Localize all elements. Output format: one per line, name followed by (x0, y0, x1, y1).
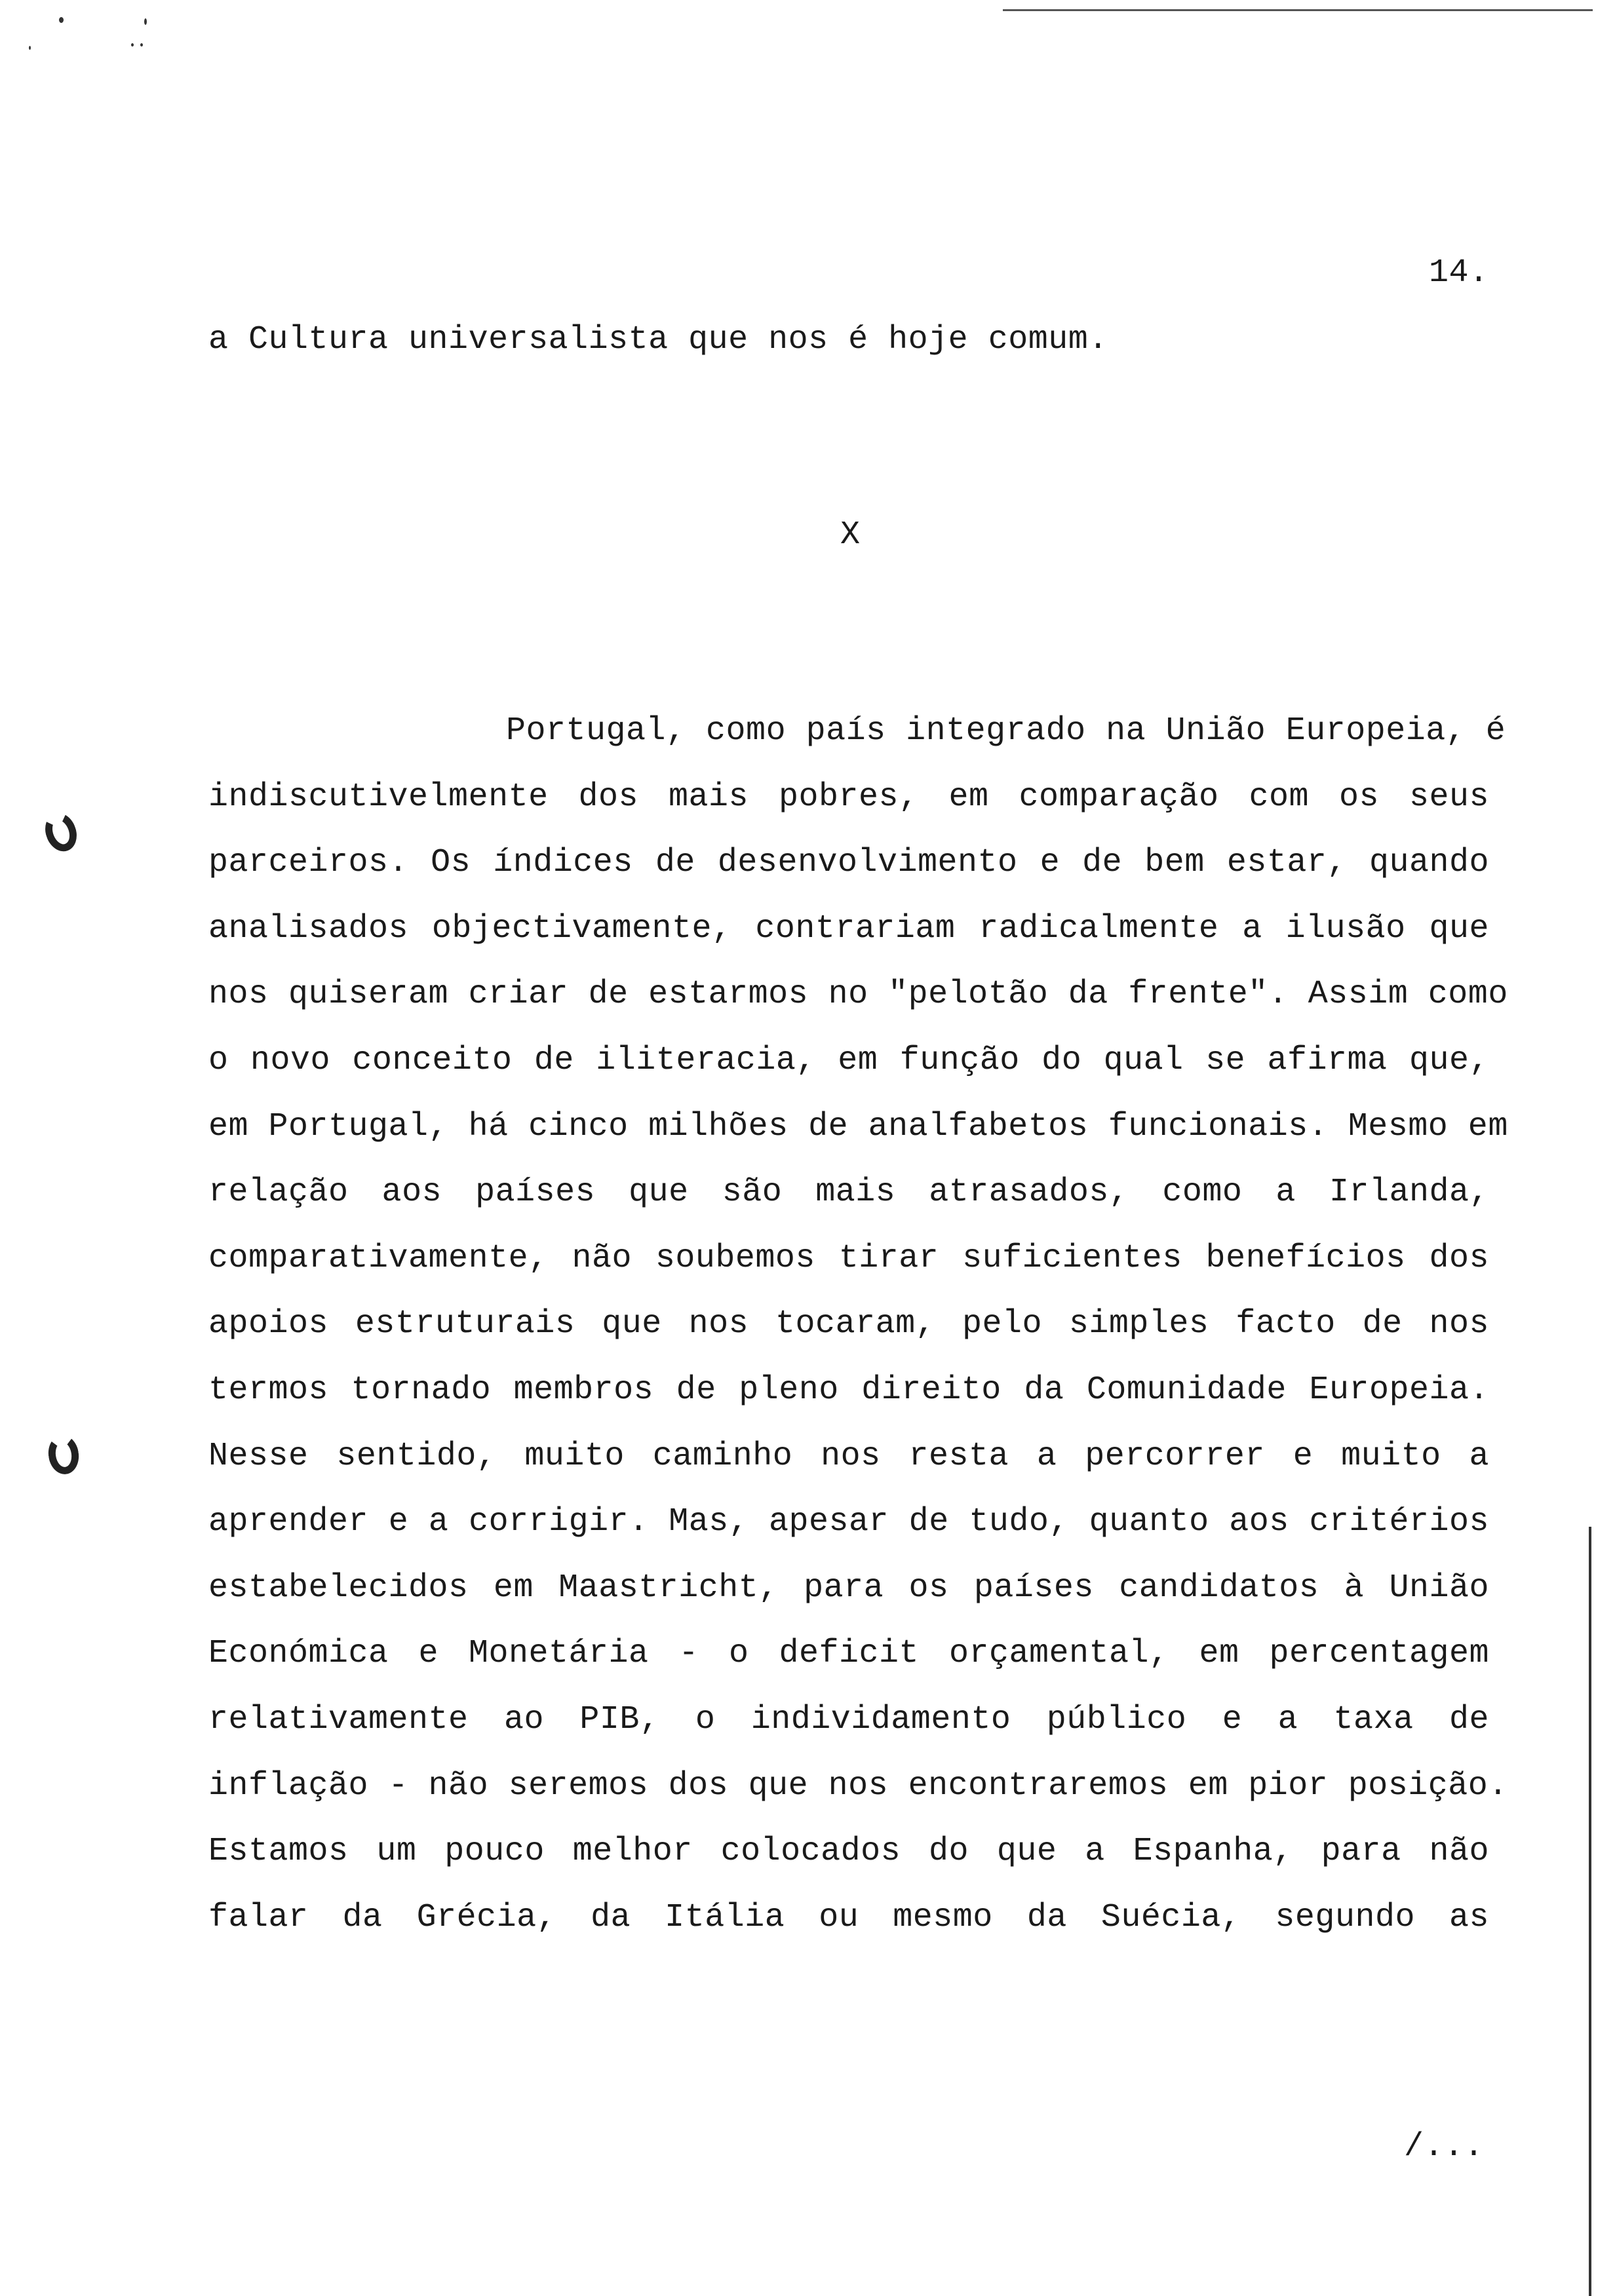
paragraph-line: inflação - não seremos dos que nos encontraremos em pior posição. (208, 1767, 1508, 1805)
paragraph-line: aprender e a corrigir. Mas, apesar de tudo, quanto aos critérios (208, 1503, 1489, 1541)
opening-line: a Cultura universalista que nos é hoje comum. (208, 321, 1108, 358)
paragraph-line: comparativamente, não soubemos tirar suficientes benefícios dos (208, 1239, 1489, 1277)
page-number: 14. (1429, 254, 1489, 292)
scan-speck (59, 17, 64, 23)
paragraph-line: nos quiseram criar de estarmos no "pelotão da frente". Assim como (208, 976, 1508, 1014)
paragraph-line: relação aos países que são mais atrasados, como a Irlanda, (208, 1174, 1489, 1212)
paragraph-line: em Portugal, há cinco milhões de analfabetos funcionais. Mesmo em (208, 1107, 1508, 1145)
scan-speck (140, 43, 143, 47)
paragraph-line: estabelecidos em Maastricht, para os países candidatos à União (208, 1569, 1489, 1607)
paragraph-line: Estamos um pouco melhor colocados do que a Espanha, para não (208, 1833, 1489, 1871)
continuation-mark: /... (1404, 2128, 1485, 2166)
scan-speck (131, 43, 134, 47)
scan-speck (144, 18, 147, 25)
paragraph-line: termos tornado membros de pleno direito da Comunidade Europeia. (208, 1371, 1489, 1409)
paragraph-line: Nesse sentido, muito caminho nos resta a percorrer e muito a (208, 1437, 1489, 1475)
punch-hole-mark (40, 809, 82, 856)
paragraph-line: relativamente ao PIB, o individamento público e a taxa de (208, 1700, 1489, 1738)
section-number: X (840, 516, 861, 554)
paragraph-line: Económica e Monetária - o deficit orçamental, em percentagem (208, 1635, 1489, 1673)
paragraph-line: o novo conceito de iliteracia, em função do qual se afirma que, (208, 1041, 1489, 1079)
paragraph-line: parceiros. Os índices de desenvolvimento e de bem estar, quando (208, 844, 1489, 882)
scan-edge-line (1589, 1527, 1591, 2296)
scan-edge-line (1003, 9, 1593, 11)
paragraph-line: Portugal, como país integrado na União Europeia, é (506, 712, 1506, 750)
body-paragraph (208, 712, 1508, 1964)
paragraph-line: analisados objectivamente, contrariam radicalmente a ilusão que (208, 909, 1489, 947)
paragraph-line: falar da Grécia, da Itália ou mesmo da Suécia, segundo as (208, 1898, 1489, 1936)
paragraph-line: indiscutivelmente dos mais pobres, em comparação com os seus (208, 778, 1489, 816)
punch-hole-mark (46, 1433, 81, 1476)
paragraph-line: apoios estruturais que nos tocaram, pelo simples facto de nos (208, 1305, 1489, 1343)
scan-speck (29, 46, 31, 50)
